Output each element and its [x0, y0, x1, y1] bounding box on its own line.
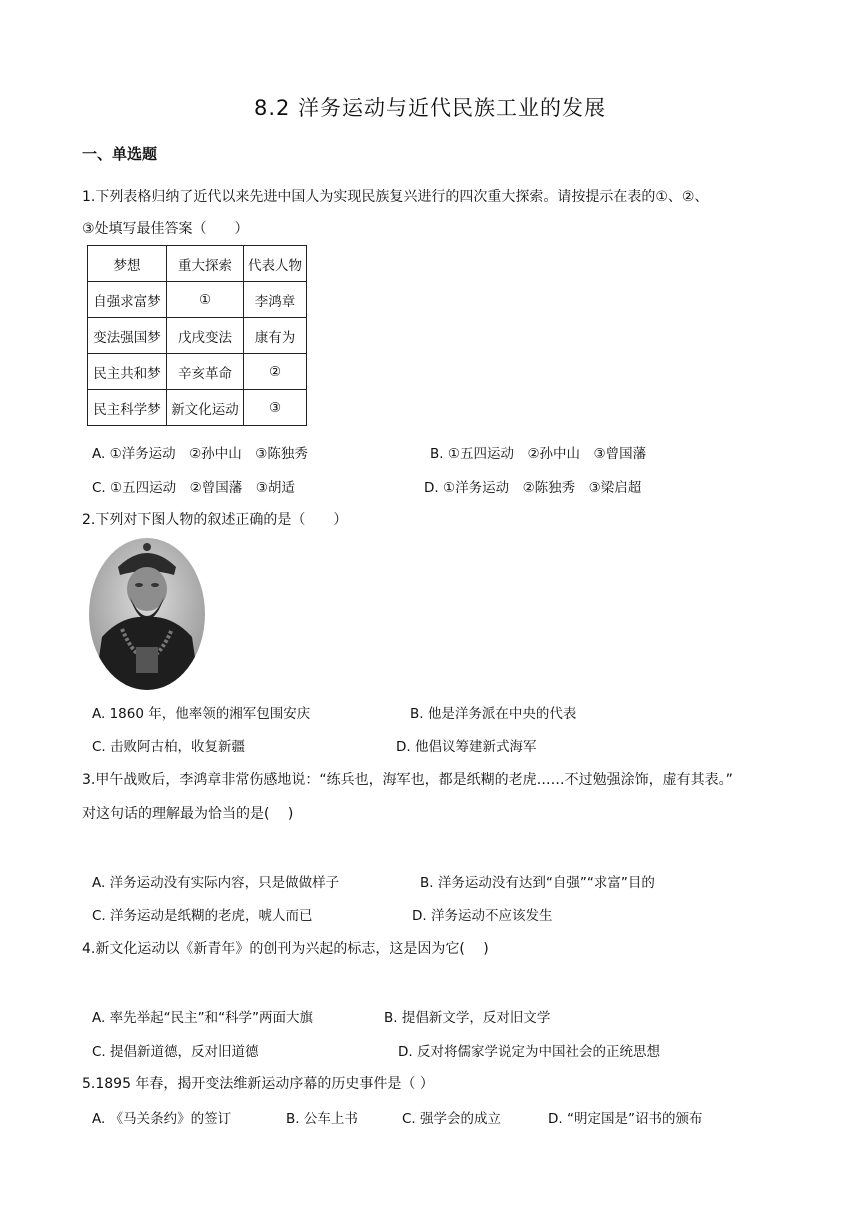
q1-option-a[interactable]: A. ①洋务运动 ②孙中山 ③陈独秀 — [92, 446, 308, 462]
q1-stem-line2: ③处填写最佳答案（ ） — [82, 221, 249, 237]
table-header-cell: 代表人物 — [244, 246, 307, 282]
table-cell: 辛亥革命 — [167, 354, 244, 390]
q3-stem-line1: 3.甲午战败后，李鸿章非常伤感地说：“练兵也，海军也，都是纸糊的老虎……不过勉强涂饰，虚有其表。” — [82, 772, 733, 788]
section-heading: 一、单选题 — [82, 145, 158, 163]
q1-option-b[interactable]: B. ①五四运动 ②孙中山 ③曾国藩 — [430, 446, 647, 462]
table-header-cell: 梦想 — [88, 246, 167, 282]
q1-stem-line1: 1.下列表格归纳了近代以来先进中国人为实现民族复兴进行的四次重大探索。请按提示在表的①、②、 — [82, 189, 709, 205]
q4-option-c[interactable]: C. 提倡新道德，反对旧道德 — [92, 1044, 259, 1060]
q5-option-c[interactable]: C. 强学会的成立 — [402, 1111, 502, 1127]
table-cell: 变法强国梦 — [88, 318, 167, 354]
table-header-cell: 重大探索 — [167, 246, 244, 282]
document-title: 8.2 洋务运动与近代民族工业的发展 — [253, 96, 607, 120]
table-cell: ① — [167, 282, 244, 318]
q2-stem: 2.下列对下图人物的叙述正确的是（ ） — [82, 512, 348, 528]
q4-stem: 4.新文化运动以《新青年》的创刊为兴起的标志，这是因为它( ) — [82, 941, 489, 957]
q1-table — [87, 245, 307, 426]
table-cell: 民主科学梦 — [88, 390, 167, 426]
table-row — [88, 390, 307, 426]
table-cell: 康有为 — [244, 318, 307, 354]
q3-stem-line2: 对这句话的理解最为恰当的是( ) — [82, 806, 294, 822]
q3-option-b[interactable]: B. 洋务运动没有达到“自强”“求富”目的 — [420, 875, 655, 891]
q5-option-a[interactable]: A. 《马关条约》的签订 — [92, 1111, 232, 1127]
q1-option-c[interactable]: C. ①五四运动 ②曾国藩 ③胡适 — [92, 480, 295, 496]
q1-option-d[interactable]: D. ①洋务运动 ②陈独秀 ③梁启超 — [424, 480, 642, 496]
table-row — [88, 354, 307, 390]
table-cell: 李鸿章 — [244, 282, 307, 318]
portrait-image — [88, 537, 206, 692]
q3-option-c[interactable]: C. 洋务运动是纸糊的老虎，唬人而已 — [92, 908, 313, 924]
q3-option-a[interactable]: A. 洋务运动没有实际内容，只是做做样子 — [92, 875, 340, 891]
table-header-row — [88, 246, 307, 282]
q4-option-b[interactable]: B. 提倡新文学，反对旧文学 — [384, 1010, 551, 1026]
table-cell: ③ — [244, 390, 307, 426]
q2-option-c[interactable]: C. 击败阿古柏，收复新疆 — [92, 739, 246, 755]
q5-stem: 5.1895 年春，揭开变法维新运动序幕的历史事件是（ ） — [82, 1076, 434, 1092]
table-row — [88, 282, 307, 318]
q2-option-b[interactable]: B. 他是洋务派在中央的代表 — [410, 706, 577, 722]
table-cell: 自强求富梦 — [88, 282, 167, 318]
q2-option-a[interactable]: A. 1860 年，他率领的湘军包围安庆 — [92, 706, 311, 722]
table-row — [88, 318, 307, 354]
q3-option-d[interactable]: D. 洋务运动不应该发生 — [412, 908, 553, 924]
table-cell: 戊戌变法 — [167, 318, 244, 354]
table-cell: ② — [244, 354, 307, 390]
q5-option-d[interactable]: D. “明定国是”诏书的颁布 — [548, 1111, 703, 1127]
q2-option-d[interactable]: D. 他倡议筹建新式海军 — [396, 739, 537, 755]
table-cell: 新文化运动 — [167, 390, 244, 426]
q4-option-a[interactable]: A. 率先举起“民主”和“科学”两面大旗 — [92, 1010, 314, 1026]
table-cell: 民主共和梦 — [88, 354, 167, 390]
q5-option-b[interactable]: B. 公车上书 — [286, 1111, 358, 1127]
q4-option-d[interactable]: D. 反对将儒家学说定为中国社会的正统思想 — [398, 1044, 660, 1060]
